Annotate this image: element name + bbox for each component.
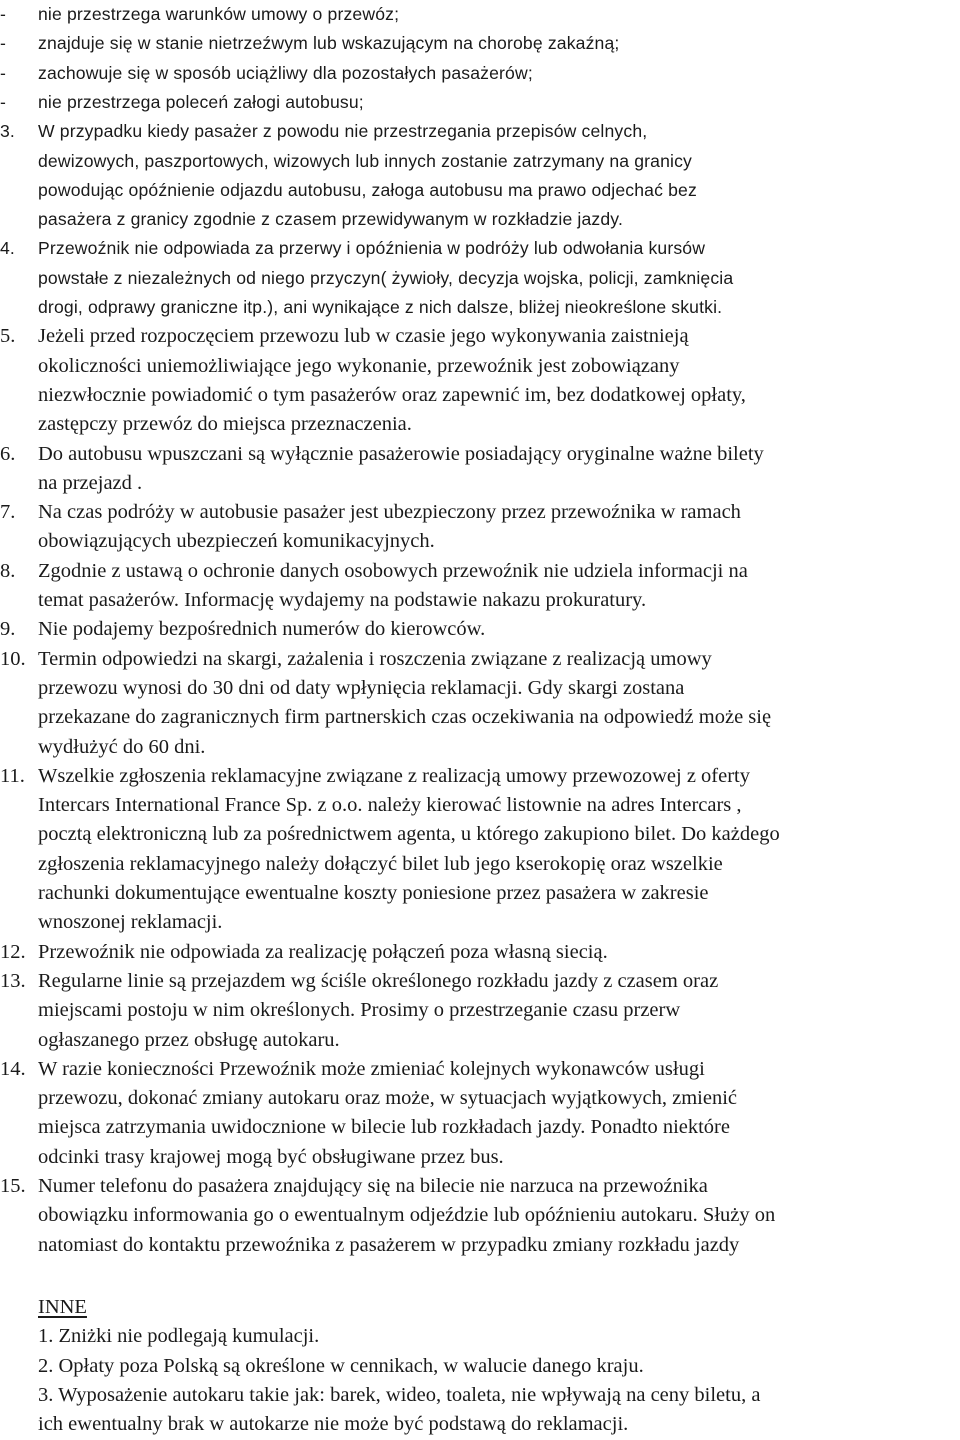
item-number: 12. [0,940,26,963]
text-line [0,381,960,410]
text-line [0,176,960,205]
line-text: miejsca zatrzymania uwidocznione w bilecie lub rozkładach jazdy. Ponadto niektóre [38,1116,730,1139]
item-number: 9. [0,618,16,641]
text-line [0,117,960,146]
text-line [0,938,960,967]
line-text: temat pasażerów. Informację wydajemy na podstawie nakazu prokuratury. [38,589,647,611]
line-text: W przypadku kiedy pasażer z powodu nie przestrzegania przepisów celnych, [38,121,648,142]
text-line [0,147,960,176]
item-number: 4. [0,238,15,259]
text-line [0,264,960,293]
inne-heading: INNE [38,1296,87,1318]
text-line [0,1084,960,1113]
text-line [0,733,960,762]
line-text: drogi, odprawy graniczne itp.), ani wynikające z nich dalsze, bliżej nieokreślone skutki. [38,297,723,317]
text-line [0,1201,960,1230]
text-line [0,1143,960,1172]
text-line [0,1113,960,1142]
line-text: ogłaszanego przez obsługę autokaru. [38,1028,340,1051]
line-text: Numer telefonu do pasażera znajdujący się na bilecie nie narzuca na przewoźnika [38,1175,708,1197]
line-text: pocztą elektroniczną lub za pośrednictwem agenta, u którego zakupiono bilet. Do każdego [38,823,780,846]
text-line [0,293,960,322]
text-line [0,59,960,88]
line-text: W razie konieczności Przewoźnik może zmieniać kolejnych wykonawców usługi [38,1057,705,1080]
text-line [0,234,960,263]
line-text: Do autobusu wpuszczani są wyłącznie pasażerowie posiadający oryginalne ważne bilety [38,442,764,465]
inne-line-text: 1. Zniżki nie podlegają kumulacji. [38,1325,320,1348]
text-line [0,557,960,586]
line-text: Regularne linie są przejazdem wg ściśle określonego rozkładu jazdy z czasem oraz [38,969,719,992]
line-text: Intercars International France Sp. z o.o. należy kierować listownie na adres Intercars , [38,794,742,817]
text-line [0,88,960,117]
text-line [0,410,960,439]
text-line [0,1026,960,1055]
text-line [0,615,960,644]
line-text: na przejazd . [38,471,143,494]
text-line [0,1172,960,1201]
line-text: Termin odpowiedzi na skargi, zażalenia i roszczenia związane z realizacją umowy [38,647,712,670]
line-text: natomiast do kontaktu przewoźnika z pasażerem w przypadku zmiany rozkładu jazdy [38,1233,740,1256]
line-text: odcinki trasy krajowej mogą być obsługiwane przez bus. [38,1145,504,1168]
line-text: zastępczy przewóz do miejsca przeznaczenia. [38,413,412,436]
line-text: przewozu, dokonać zmiany autokaru oraz może, w sytuacjach wyjątkowych, zmienić [38,1087,738,1110]
item-number: 11. [0,764,25,787]
bullet-dash: - [0,33,7,54]
text-line [0,498,960,527]
line-text: powstałe z niezależnych od niego przyczyn( żywioły, decyzja wojska, policji, zamknięcia [38,267,734,288]
text-line [0,879,960,908]
inne-line-text: 3. Wyposażenie autokaru takie jak: barek, wideo, toaleta, nie wpływają na ceny biletu, a [38,1383,761,1406]
text-line [0,820,960,849]
text-line [0,703,960,732]
line-text: obowiązku informowania go o ewentualnym odjeździe lub opóźnieniu autokaru. Służy on [38,1204,776,1227]
item-number: 6. [0,442,16,465]
text-line [0,1055,960,1084]
line-text: Przewoźnik nie odpowiada za realizację połączeń poza własną siecią. [38,940,608,963]
line-text: nie przestrzega poleceń załogi autobusu; [38,91,364,112]
line-text: niezwłocznie powiadomić o tym pasażerów oraz zapewnić im, bez dodatkowej opłaty, [38,383,746,406]
line-text: Nie podajemy bezpośrednich numerów do kierowców. [38,618,486,641]
text-line [0,791,960,820]
text-line [0,29,960,58]
inne-line-text: 2. Opłaty poza Polską są określone w cennikach, w walucie danego kraju. [38,1354,644,1377]
item-number: 14. [0,1057,26,1080]
text-line [0,440,960,469]
line-text: wnoszonej reklamacji. [38,911,223,934]
text-line [0,850,960,879]
line-text: rachunki dokumentujące ewentualne koszty poniesione przez pasażera w zakresie [38,882,709,904]
line-text: znajduje się w stanie nietrzeźwym lub wskazującym na chorobę zakaźną; [38,33,620,54]
line-text: powodując opóźnienie odjazdu autobusu, załoga autobusu ma prawo odjechać bez [38,179,697,200]
item-number: 7. [0,501,16,524]
inne-line-text: ich ewentualny brak w autokarze nie może być podstawą do reklamacji. [38,1413,629,1436]
line-text: Jeżeli przed rozpoczęciem przewozu lub w czasie jego wykonywania zaistnieją [38,325,689,348]
line-text: nie przestrzega warunków umowy o przewóz; [38,4,400,24]
line-text: przekazane do zagranicznych firm partnerskich czas oczekiwania na odpowiedź może się [38,706,772,729]
item-number: 13. [0,969,26,992]
line-text: Zgodnie z ustawą o ochronie danych osobowych przewoźnik nie udziela informacji na [38,559,748,582]
item-number: 8. [0,559,16,582]
item-number: 5. [0,325,16,348]
bullet-dash: - [0,62,7,83]
bullet-dash: - [0,91,7,112]
text-line [0,1231,960,1260]
line-text: okoliczności uniemożliwiające jego wykonanie, przewoźnik jest zobowiązany [38,354,680,377]
line-text: miejscami postoju w nim określonych. Prosimy o przestrzeganie czasu przerw [38,999,681,1022]
text-line [0,469,960,498]
line-text: Wszelkie zgłoszenia reklamacyjne związane z realizacją umowy przewozowej z oferty [38,764,750,787]
text-line [0,322,960,351]
text-line [0,0,960,29]
bullet-dash: - [0,4,7,24]
text-line [0,352,960,381]
text-line [0,205,960,234]
text-line [0,967,960,996]
text-line [0,527,960,556]
line-text: pasażera z granicy zgodnie z czasem przewidywanym w rozkładzie jazdy. [38,209,623,230]
line-text: zachowuje się w sposób uciążliwy dla pozostałych pasażerów; [38,62,533,83]
text-line [0,586,960,615]
item-number: 10. [0,647,26,670]
text-line [0,996,960,1025]
text-line [0,674,960,703]
item-number: 15. [0,1175,26,1197]
line-text: przewozu wynosi do 30 dni od daty wpłynięcia reklamacji. Gdy skargi zostana [38,676,685,699]
line-text: dewizowych, paszportowych, wizowych lub innych zostanie zatrzymany na granicy [38,150,693,171]
line-text: Na czas podróży w autobusie pasażer jest ubezpieczony przez przewoźnika w ramach [38,501,741,524]
text-line [0,645,960,674]
line-text: zgłoszenia reklamacyjnego należy dołączyć bilet lub jego kserokopię oraz wszelkie [38,852,723,875]
line-text: wydłużyć do 60 dni. [38,735,206,758]
item-number: 3. [0,121,15,142]
text-line [0,908,960,937]
line-text: obowiązujących ubezpieczeń komunikacyjnych. [38,530,435,553]
text-line [0,762,960,791]
line-text: Przewoźnik nie odpowiada za przerwy i opóźnienia w podróży lub odwołania kursów [38,238,706,259]
